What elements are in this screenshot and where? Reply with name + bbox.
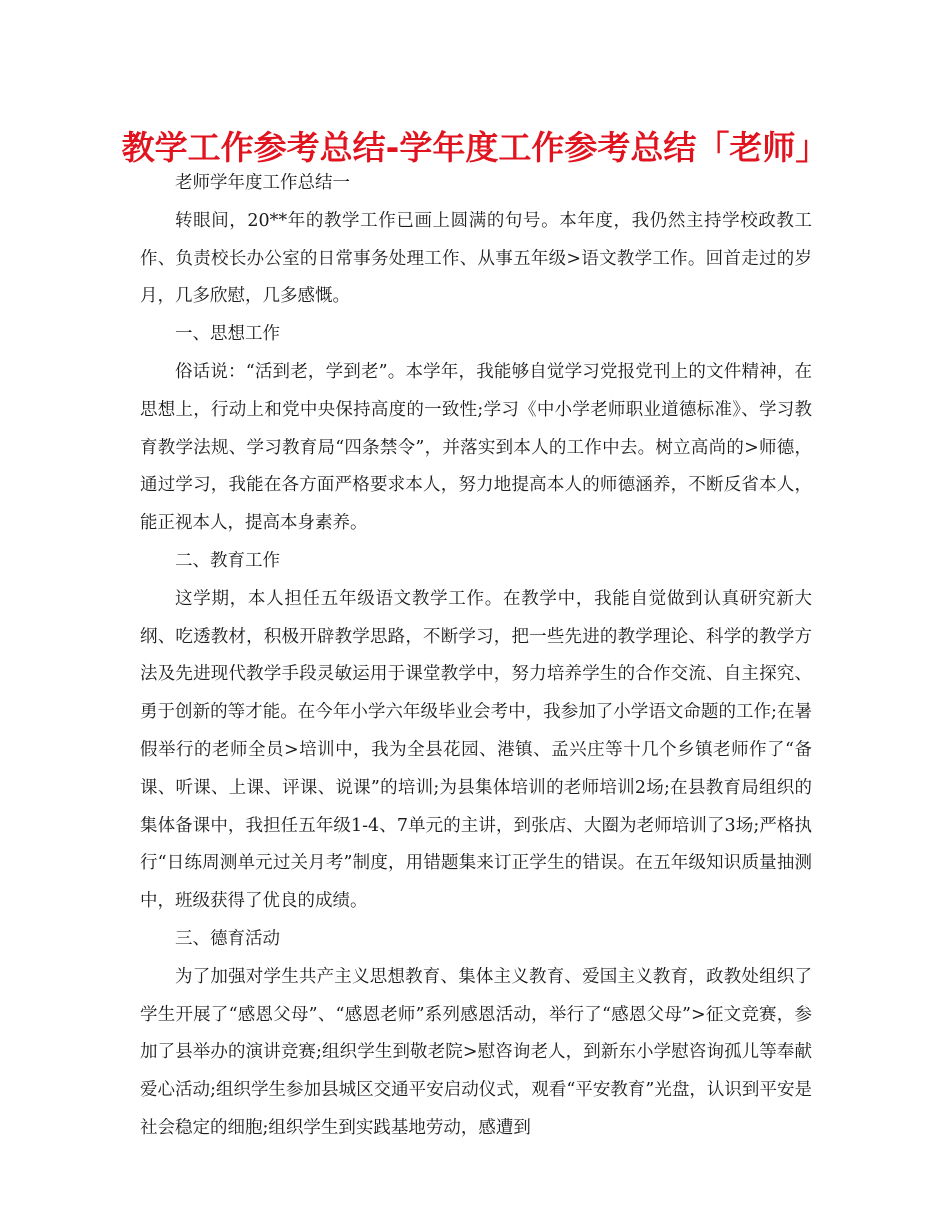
thought-paragraph: 俗话说：“活到老，学到老”。本学年，我能够自觉学习党报党刊上的文件精神，在思想上，行动上和党中央保持高度的一致性;学习《中小学老师职业道德标准》、学习教育教学法规、学习教育局“四条禁令”，并落实到本人的工作中去。树立高尚的>师德，通过学习，我能在各方面严格要求本人，努力地提高本人的师德涵养，不断反省本人，能正视本人，提高本身素养。: [140, 361, 812, 534]
moral-paragraph: 为了加强对学生共产主义思想教育、集体主义教育、爱国主义教育，政教处组织了学生开展了“感恩父母”、“感恩老师”系列感恩活动，举行了“感恩父母”>征文竞赛，参加了县举办的演讲竞赛;组织学生到敬老院>慰咨询老人，到新东小学慰咨询孤儿等奉献爱心活动;组织学生参加县城区交通平安启动仪式，观看“平安教育”光盘，认识到平安是社会稳定的细胞;组织学生到实践基地劳动，感遭到: [140, 966, 812, 1138]
document-body: [140, 165, 812, 1148]
section-heading-teaching: 二、教育工作: [175, 550, 280, 571]
teaching-paragraph: 这学期，本人担任五年级语文教学工作。在教学中，我能自觉做到认真研究新大纲、吃透教材，积极开辟教学思路，不断学习，把一些先进的教学理论、科学的教学方法及先进现代教学手段灵敏运用于课堂教学中，努力培养学生的合作交流、自主探究、勇于创新的等才能。在今年小学六年级毕业会考中，我参加了小学语文命题的工作;在暑假举行的老师全员>培训中，我为全县花园、港镇、孟兴庄等十几个乡镇老师作了“备课、听课、上课、评课、说课”的培训;为县集体培训的老师培训2场;在县教育局组织的集体备课中，我担任五年级1-4、7单元的主讲，到张店、大圈为老师培训了3场;严格执行“日练周测单元过关月考”制度，用错题集来订正学生的错误。在五年级知识质量抽测中，班级获得了优良的成绩。: [140, 588, 812, 912]
intro-paragraph: 转眼间，20**年的教学工作已画上圆满的句号。本年度，我仍然主持学校政教工作、负责校长办公室的日常事务处理工作、从事五年级>语文教学工作。回首走过的岁月，几多欣慰，几多感慨。: [140, 210, 812, 307]
section-heading-thought: 一、思想工作: [175, 324, 280, 345]
subtitle-paragraph: 老师学年度工作总结一: [175, 173, 350, 193]
section-heading-moral: 三、德育活动: [175, 928, 280, 949]
document-title: 教学工作参考总结-学年度工作参考总结「老师」: [121, 128, 829, 167]
